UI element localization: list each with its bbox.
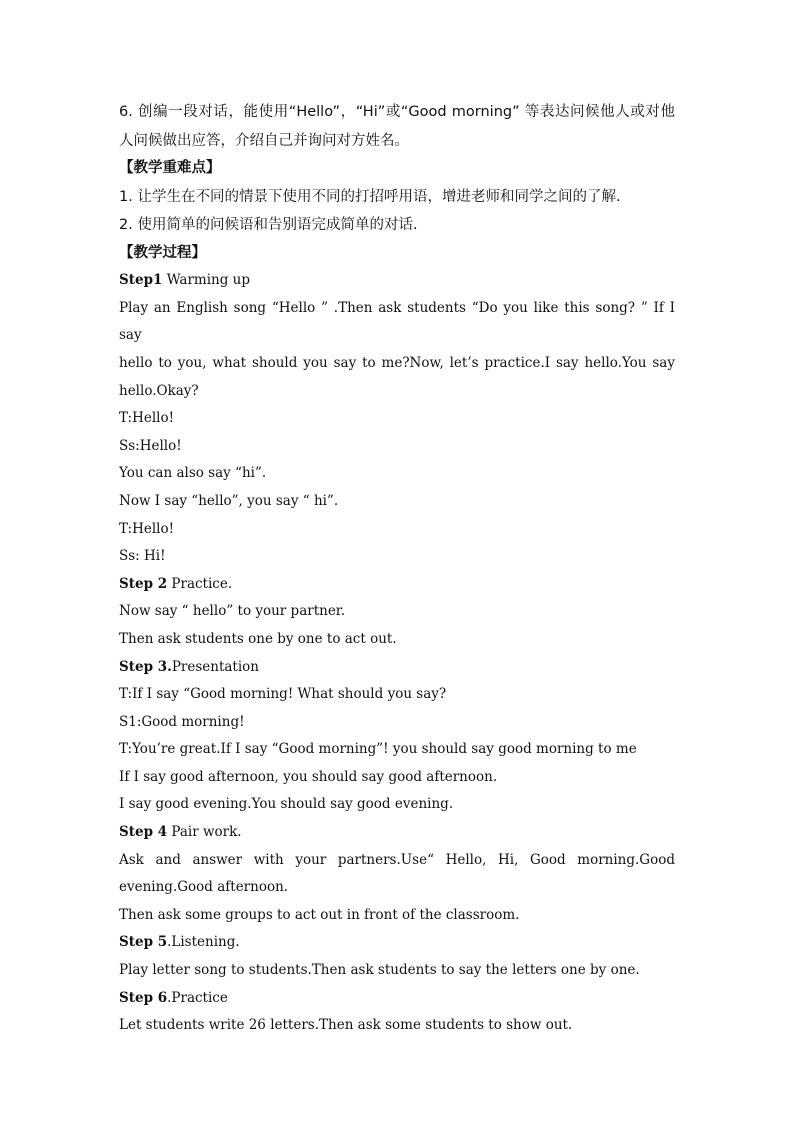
step-6-heading xyxy=(119,985,675,1013)
step-5-title: .Listening. xyxy=(167,934,240,951)
step-5-label: Step 5 xyxy=(119,934,168,951)
step-1-label: Step1 xyxy=(119,272,163,289)
step-6-line: Let students write 26 letters.Then ask some students to show out. xyxy=(119,1017,573,1034)
step-6-title: .Practice xyxy=(167,989,228,1006)
step-1-line: T:Hello! xyxy=(119,520,175,537)
step-3-line: If I say good afternoon, you should say good afternoon. xyxy=(119,768,498,785)
step-5-line: Play letter song to students.Then ask students to say the letters one by one. xyxy=(119,962,640,979)
step-2-label: Step 2 xyxy=(119,575,168,592)
step-1-line: Play an English song “Hello ” .Then ask students “Do you like this song? ” If I say xyxy=(119,299,675,344)
step-1-title: Warming up xyxy=(162,272,251,289)
step-1-heading xyxy=(119,267,675,295)
step-1-line: hello to you, what should you say to me?Now, let’s practice.I say hello.You say xyxy=(119,354,675,371)
step-2-line: Now say “ hello” to your partner. xyxy=(119,603,346,620)
difficulty-item-2: 2. 使用简单的问候语和告别语完成简单的对话. xyxy=(119,217,418,234)
step-3-heading xyxy=(119,654,675,682)
step-1-line: Ss:Hello! xyxy=(119,437,182,454)
step-1-line: hello.Okay? xyxy=(119,382,199,399)
step-4-line: Ask and answer with your partners.Use“ Hello, Hi, Good morning.Good xyxy=(119,851,675,868)
step-3-line: S1:Good morning! xyxy=(119,713,245,730)
difficulties-heading: 【教学重难点】 xyxy=(119,160,221,176)
step-4-line: Then ask some groups to act out in front of the classroom. xyxy=(119,906,520,923)
step-2-title: Practice. xyxy=(167,575,233,592)
step-4-label: Step 4 xyxy=(119,824,168,841)
step-1-line: Ss: Hi! xyxy=(119,548,166,565)
step-3-title: Presentation xyxy=(171,658,259,675)
step-6-label: Step 6 xyxy=(119,989,168,1006)
step-3-line: T:If I say “Good morning! What should you say? xyxy=(119,686,447,703)
step-3-line: T:You’re great.If I say “Good morning”! you should say good morning to me xyxy=(119,741,637,758)
process-heading: 【教学过程】 xyxy=(119,244,206,261)
step-1-line: Now I say “hello”, you say “ hi”. xyxy=(119,492,339,509)
step-2-heading xyxy=(119,571,675,599)
step-4-heading xyxy=(119,819,675,847)
step-1-line: T:Hello! xyxy=(119,410,175,427)
step-4-title: Pair work. xyxy=(167,824,242,841)
objective-6-line-1: 6. 创编一段对话，能使用“Hello”，“Hi”或“Good morning” 等表达问候他人或对他 xyxy=(119,104,675,120)
step-2-line: Then ask students one by one to act out. xyxy=(119,630,397,647)
document-page xyxy=(119,98,675,1040)
step-4-line: evening.Good afternoon. xyxy=(119,879,289,896)
step-5-heading xyxy=(119,929,675,957)
step-3-line: I say good evening.You should say good evening. xyxy=(119,796,454,813)
objective-6-line-2: 人问候做出应答，介绍自己并询问对方姓名。 xyxy=(119,132,409,149)
step-3-label: Step 3. xyxy=(119,658,172,675)
step-1-line: You can also say “hi”. xyxy=(119,465,267,482)
difficulty-item-1: 1. 让学生在不同的情景下使用不同的打招呼用语，增进老师和同学之间的了解. xyxy=(119,188,621,205)
